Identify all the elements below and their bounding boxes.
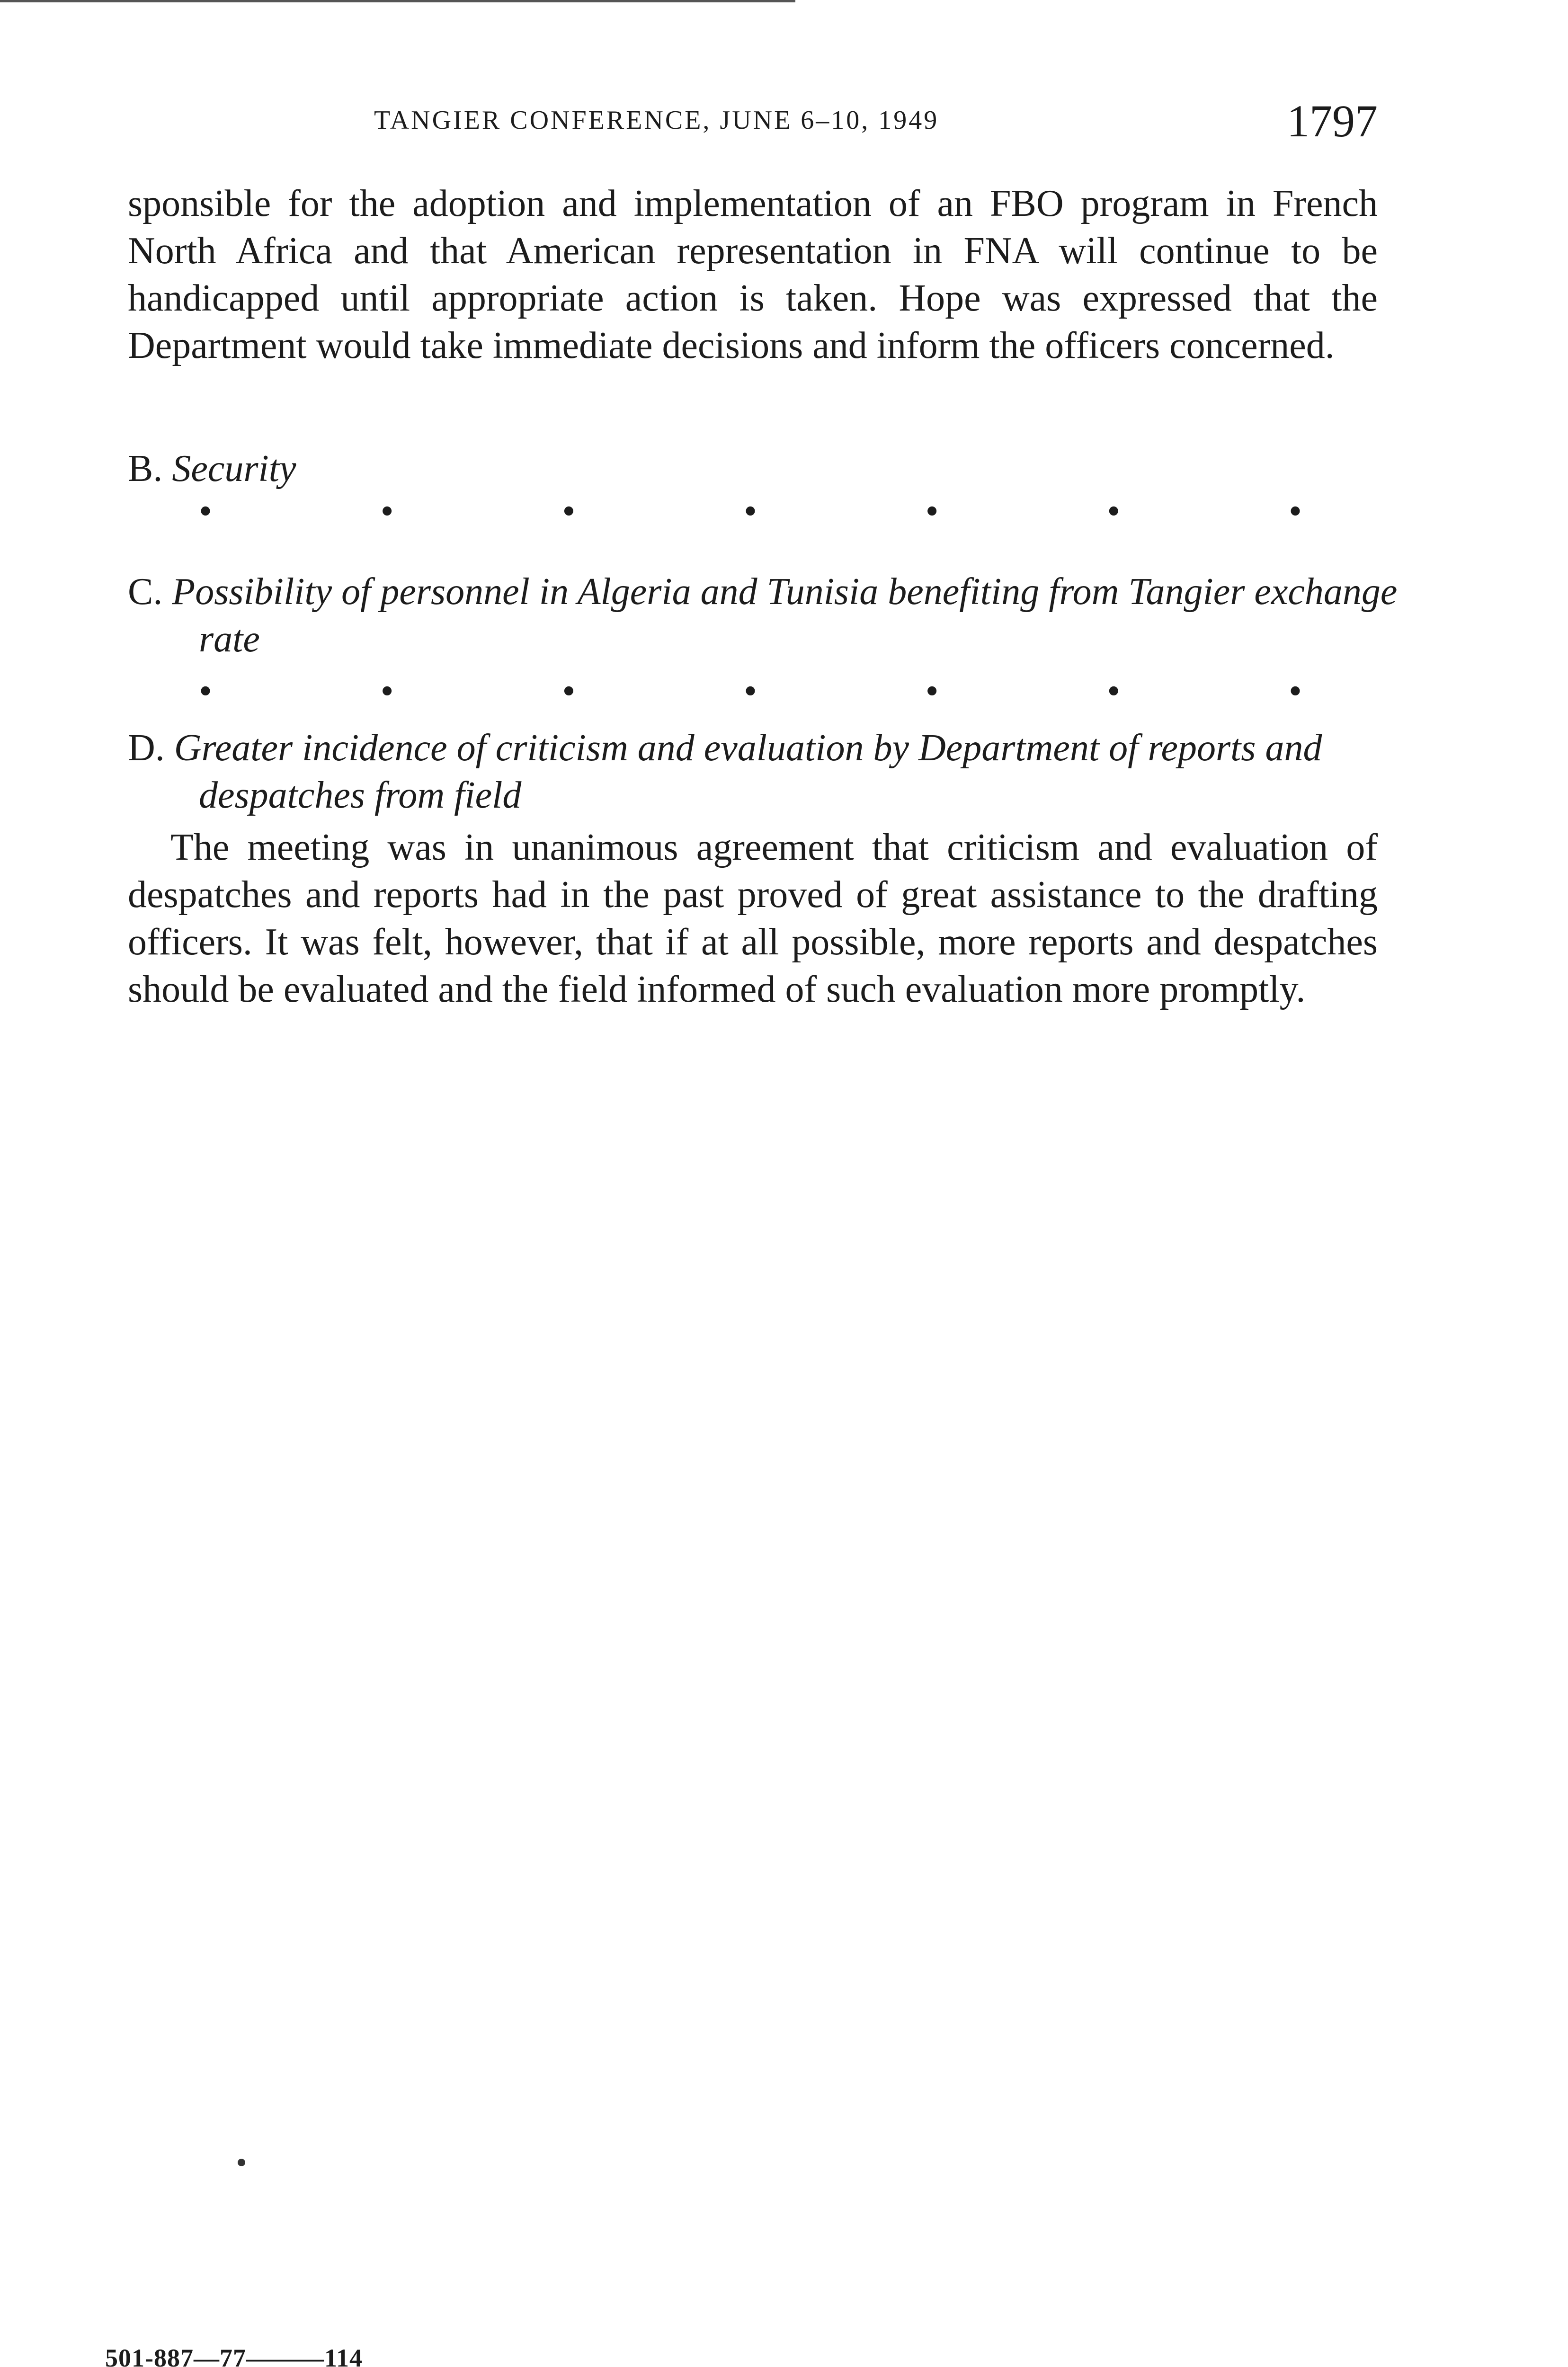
section-letter: B. <box>128 448 163 489</box>
section-heading-c <box>128 568 1449 663</box>
omission-dot: • <box>925 670 939 712</box>
section-letter: D. <box>128 727 165 769</box>
omission-dot: • <box>380 490 394 532</box>
omission-dot: • <box>199 670 213 712</box>
omission-dot: • <box>199 490 213 532</box>
omission-dots <box>199 670 1302 712</box>
section-title: Security <box>172 448 296 489</box>
omission-dot: • <box>925 490 939 532</box>
omission-dots <box>199 490 1302 532</box>
omission-dot: • <box>1107 490 1121 532</box>
omission-dot: • <box>1288 670 1302 712</box>
section-title: Possibility of personnel in Algeria and Tunisia benefiting from Tangier exchange rate <box>172 571 1398 660</box>
printer-code: 501-887—77———114 <box>105 2344 363 2367</box>
section-heading-b <box>128 445 1378 492</box>
omission-dot: • <box>562 490 576 532</box>
omission-dot: • <box>743 490 757 532</box>
running-head-title: TANGIER CONFERENCE, JUNE 6–10, 1949 <box>374 106 939 135</box>
section-letter: C. <box>128 571 163 613</box>
stray-ink-dot <box>238 2159 245 2166</box>
section-title: Greater incidence of criticism and evaluation by Department of reports and despatches from field <box>174 727 1322 816</box>
paragraph-continued: sponsible for the adoption and implementation of an FBO program in French North Africa and that American representation in FNA will continue to be handicapped until appropriate action is taken. Hope was expressed that the Department would take immediate decisions and inform the officers concerned. <box>128 183 1378 366</box>
omission-dot: • <box>562 670 576 712</box>
top-edge-rule <box>0 0 795 2</box>
omission-dot: • <box>743 670 757 712</box>
omission-dot: • <box>1288 490 1302 532</box>
omission-dot: • <box>380 670 394 712</box>
page-number: 1797 <box>1287 96 1378 146</box>
omission-dot: • <box>1107 670 1121 712</box>
running-head <box>128 95 1378 151</box>
section-heading-d <box>128 724 1449 819</box>
paragraph-evaluation: The meeting was in unanimous agreement that criticism and evaluation of despatches and reports had in the past proved of great assistance to the drafting officers. It was felt, however, that if at all possible, more reports and despatches should be evaluated and the field informed of such evaluation more promptly. <box>128 827 1378 1010</box>
